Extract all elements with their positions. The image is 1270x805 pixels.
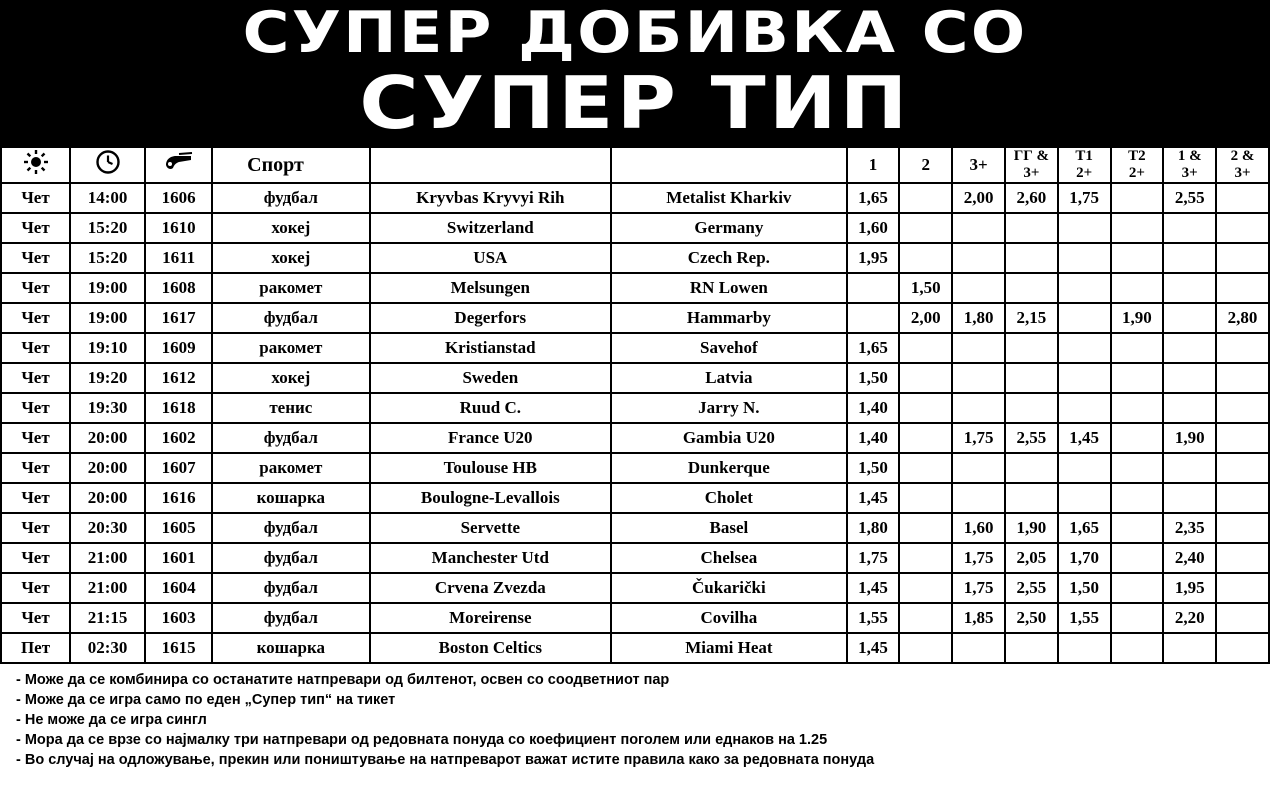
cell-day: Чет [1,213,70,243]
cell-away-team: Gambia U20 [611,423,847,453]
cell-away-team: Metalist Kharkiv [611,183,847,213]
cell-home-team: USA [370,243,612,273]
cell-day: Чет [1,603,70,633]
cell-odd-1[interactable]: 1,80 [847,513,900,543]
cell-odd-1[interactable]: 1,95 [847,243,900,273]
cell-odd-t2[interactable]: 1,90 [1111,303,1164,333]
cell-away-team: Čukarički [611,573,847,603]
cell-odd-t1[interactable]: 1,55 [1058,603,1111,633]
cell-odd-gg-3plus[interactable]: 2,05 [1005,543,1058,573]
cell-odd-2[interactable] [899,483,952,513]
table-body [1,183,1269,663]
cell-odd-1-3plus[interactable] [1163,453,1216,483]
cell-odd-3plus[interactable] [952,393,1005,423]
table-row [1,213,1269,243]
banner-title-line2: СУПЕР ТИП [359,61,911,145]
cell-odd-2[interactable] [899,453,952,483]
cell-away-team: Hammarby [611,303,847,333]
cell-odd-t1[interactable] [1058,363,1111,393]
cell-odd-1[interactable] [847,303,900,333]
column-header-t1-2plus [1058,147,1111,183]
cell-odd-gg-3plus[interactable]: 2,50 [1005,603,1058,633]
cell-odd-t2[interactable] [1111,393,1164,423]
cell-odd-2[interactable] [899,633,952,663]
cell-odd-3plus[interactable] [952,633,1005,663]
cell-away-team: Miami Heat [611,633,847,663]
cell-odd-2[interactable] [899,333,952,363]
whistle-icon [145,147,212,183]
cell-odd-2[interactable] [899,183,952,213]
column-header-gg-3plus [1005,147,1058,183]
cell-odd-2-3plus[interactable] [1216,513,1269,543]
cell-code: 1609 [145,333,212,363]
cell-odd-gg-3plus[interactable]: 2,15 [1005,303,1058,333]
cell-odd-3plus[interactable]: 2,00 [952,183,1005,213]
cell-time: 21:15 [70,603,145,633]
cell-time: 20:00 [70,423,145,453]
cell-odd-2[interactable]: 2,00 [899,303,952,333]
cell-odd-t2[interactable] [1111,483,1164,513]
cell-odd-2[interactable] [899,213,952,243]
cell-odd-1-3plus[interactable] [1163,633,1216,663]
cell-odd-t2[interactable] [1111,603,1164,633]
table-row [1,423,1269,453]
cell-odd-gg-3plus[interactable] [1005,633,1058,663]
cell-odd-2-3plus[interactable] [1216,363,1269,393]
cell-odd-2-3plus[interactable] [1216,603,1269,633]
cell-day: Пет [1,633,70,663]
cell-home-team: Switzerland [370,213,612,243]
table-row [1,633,1269,663]
cell-odd-2[interactable] [899,243,952,273]
table-row [1,483,1269,513]
cell-away-team: Latvia [611,363,847,393]
cell-odd-2-3plus[interactable] [1216,213,1269,243]
cell-odd-3plus[interactable] [952,273,1005,303]
cell-home-team: Manchester Utd [370,543,612,573]
cell-odd-t2[interactable] [1111,573,1164,603]
rule-note: - Мора да се врзе со најмалку три натпревари од редовната понуда со коефициент поголем или еднаков на 1.25 [16,732,828,748]
cell-sport: фудбал [212,543,369,573]
cell-odd-1[interactable]: 1,65 [847,333,900,363]
cell-odd-2[interactable] [899,423,952,453]
table-row [1,543,1269,573]
cell-day: Чет [1,363,70,393]
cell-odd-gg-3plus[interactable]: 2,55 [1005,423,1058,453]
cell-odd-1[interactable]: 1,40 [847,423,900,453]
cell-odd-1-3plus[interactable] [1163,393,1216,423]
table-row [1,453,1269,483]
cell-odd-gg-3plus[interactable]: 2,55 [1005,573,1058,603]
cell-code: 1602 [145,423,212,453]
cell-odd-t1[interactable]: 1,65 [1058,513,1111,543]
table-row [1,363,1269,393]
cell-odd-t2[interactable] [1111,423,1164,453]
column-header-gg-3plus-line2: 3+ [1023,165,1040,181]
cell-odd-1[interactable]: 1,50 [847,453,900,483]
table-row [1,243,1269,273]
cell-code: 1601 [145,543,212,573]
cell-odd-3plus[interactable] [952,333,1005,363]
cell-code: 1608 [145,273,212,303]
cell-odd-gg-3plus[interactable] [1005,453,1058,483]
whistle-icon-svg [162,151,196,173]
cell-code: 1618 [145,393,212,423]
cell-odd-3plus[interactable]: 1,60 [952,513,1005,543]
cell-sport: хокеј [212,363,369,393]
cell-day: Чет [1,483,70,513]
cell-odd-gg-3plus[interactable] [1005,483,1058,513]
cell-odd-1-3plus[interactable] [1163,333,1216,363]
cell-day: Чет [1,513,70,543]
column-header-2-3plus [1216,147,1269,183]
cell-odd-1-3plus[interactable] [1163,483,1216,513]
cell-odd-t1[interactable] [1058,453,1111,483]
cell-day: Чет [1,243,70,273]
column-header-1: 1 [847,147,900,183]
cell-odd-1[interactable]: 1,45 [847,573,900,603]
cell-sport: фудбал [212,603,369,633]
cell-odd-1[interactable]: 1,45 [847,633,900,663]
cell-sport: хокеј [212,213,369,243]
sun-icon-svg [23,149,49,175]
cell-odd-1[interactable]: 1,45 [847,483,900,513]
cell-odd-1[interactable]: 1,55 [847,603,900,633]
cell-day: Чет [1,573,70,603]
cell-odd-t1[interactable] [1058,303,1111,333]
cell-odd-1[interactable]: 1,50 [847,363,900,393]
cell-odd-1-3plus[interactable] [1163,213,1216,243]
cell-sport: фудбал [212,183,369,213]
cell-time: 19:10 [70,333,145,363]
column-header-2-3plus-line2: 3+ [1234,165,1251,181]
cell-odd-1[interactable]: 1,40 [847,393,900,423]
cell-time: 21:00 [70,543,145,573]
column-header-2-3plus-line1: 2 & [1230,148,1255,164]
cell-odd-t1[interactable] [1058,483,1111,513]
cell-odd-3plus[interactable] [952,243,1005,273]
table-row [1,573,1269,603]
cell-sport: кошарка [212,633,369,663]
cell-sport: фудбал [212,303,369,333]
cell-home-team: Melsungen [370,273,612,303]
cell-odd-1-3plus[interactable]: 2,35 [1163,513,1216,543]
cell-odd-gg-3plus[interactable]: 1,90 [1005,513,1058,543]
cell-home-team: Degerfors [370,303,612,333]
cell-odd-gg-3plus[interactable] [1005,393,1058,423]
column-header-home [370,147,612,183]
cell-away-team: Czech Rep. [611,243,847,273]
cell-code: 1615 [145,633,212,663]
cell-odd-1-3plus[interactable] [1163,363,1216,393]
table-row [1,513,1269,543]
cell-odd-2-3plus[interactable] [1216,393,1269,423]
cell-away-team: Savehof [611,333,847,363]
cell-odd-1[interactable]: 1,75 [847,543,900,573]
cell-sport: фудбал [212,423,369,453]
cell-code: 1617 [145,303,212,333]
cell-odd-t2[interactable] [1111,363,1164,393]
cell-code: 1612 [145,363,212,393]
cell-home-team: Moreirense [370,603,612,633]
cell-odd-t2[interactable] [1111,543,1164,573]
cell-odd-t1[interactable] [1058,393,1111,423]
cell-code: 1611 [145,243,212,273]
banner-title-line1: СУПЕР ДОБИВКА СО [242,0,1028,66]
cell-away-team: Cholet [611,483,847,513]
cell-odd-3plus[interactable]: 1,80 [952,303,1005,333]
cell-odd-2-3plus[interactable] [1216,243,1269,273]
cell-odd-gg-3plus[interactable] [1005,213,1058,243]
cell-odd-gg-3plus[interactable]: 2,60 [1005,183,1058,213]
cell-odd-3plus[interactable] [952,213,1005,243]
cell-odd-1-3plus[interactable] [1163,243,1216,273]
cell-home-team: Servette [370,513,612,543]
table-row [1,303,1269,333]
cell-sport: кошарка [212,483,369,513]
column-header-t2-line2: 2+ [1128,165,1145,181]
cell-home-team: France U20 [370,423,612,453]
cell-time: 20:00 [70,453,145,483]
cell-time: 19:20 [70,363,145,393]
cell-odd-t1[interactable] [1058,243,1111,273]
cell-home-team: Ruud C. [370,393,612,423]
cell-code: 1607 [145,453,212,483]
cell-odd-t1[interactable] [1058,213,1111,243]
cell-odd-2[interactable] [899,573,952,603]
cell-odd-2-3plus[interactable] [1216,573,1269,603]
cell-day: Чет [1,333,70,363]
offer-table [0,146,1270,664]
cell-odd-2-3plus[interactable] [1216,483,1269,513]
cell-odd-t1[interactable]: 1,50 [1058,573,1111,603]
header-banner [0,0,1270,146]
cell-day: Чет [1,273,70,303]
cell-odd-3plus[interactable]: 1,75 [952,573,1005,603]
column-header-3plus: 3+ [952,147,1005,183]
cell-sport: хокеј [212,243,369,273]
cell-code: 1616 [145,483,212,513]
cell-odd-t2[interactable] [1111,333,1164,363]
cell-odd-t1[interactable] [1058,633,1111,663]
cell-odd-1-3plus[interactable]: 2,20 [1163,603,1216,633]
cell-time: 20:30 [70,513,145,543]
cell-home-team: Boston Celtics [370,633,612,663]
cell-odd-1[interactable] [847,273,900,303]
cell-away-team: Basel [611,513,847,543]
cell-sport: фудбал [212,573,369,603]
cell-odd-t2[interactable] [1111,513,1164,543]
cell-day: Чет [1,393,70,423]
cell-odd-t2[interactable] [1111,213,1164,243]
cell-time: 02:30 [70,633,145,663]
cell-away-team: Chelsea [611,543,847,573]
cell-odd-3plus[interactable] [952,363,1005,393]
column-header-t1-line1: Т1 [1075,148,1093,164]
cell-code: 1605 [145,513,212,543]
column-header-t2-line1: Т2 [1128,148,1146,164]
cell-odd-t1[interactable]: 1,70 [1058,543,1111,573]
cell-away-team: Jarry N. [611,393,847,423]
cell-odd-t1[interactable] [1058,273,1111,303]
cell-odd-2[interactable] [899,603,952,633]
cell-odd-gg-3plus[interactable] [1005,243,1058,273]
cell-odd-gg-3plus[interactable] [1005,363,1058,393]
table-row [1,393,1269,423]
clock-icon-svg [95,149,121,175]
cell-odd-2-3plus[interactable]: 2,80 [1216,303,1269,333]
cell-sport: фудбал [212,513,369,543]
cell-odd-t1[interactable] [1058,333,1111,363]
cell-day: Чет [1,183,70,213]
cell-odd-3plus[interactable]: 1,75 [952,423,1005,453]
cell-home-team: Kristianstad [370,333,612,363]
column-header-1-3plus-line1: 1 & [1177,148,1202,164]
table-row [1,183,1269,213]
cell-home-team: Toulouse HB [370,453,612,483]
table-row [1,333,1269,363]
cell-sport: ракомет [212,273,369,303]
cell-code: 1606 [145,183,212,213]
cell-time: 15:20 [70,213,145,243]
table-row [1,273,1269,303]
cell-time: 20:00 [70,483,145,513]
cell-odd-2-3plus[interactable] [1216,183,1269,213]
column-header-2: 2 [899,147,952,183]
cell-sport: ракомет [212,453,369,483]
cell-odd-2-3plus[interactable] [1216,633,1269,663]
cell-odd-2[interactable] [899,513,952,543]
cell-odd-t2[interactable] [1111,183,1164,213]
cell-odd-2-3plus[interactable] [1216,333,1269,363]
cell-odd-3plus[interactable] [952,483,1005,513]
cell-odd-t2[interactable] [1111,633,1164,663]
cell-odd-2[interactable] [899,543,952,573]
cell-odd-2[interactable]: 1,50 [899,273,952,303]
column-header-gg-3plus-line1: ГГ & [1013,148,1050,164]
sun-icon [1,147,70,183]
column-header-t1-line2: 2+ [1076,165,1093,181]
cell-odd-2-3plus[interactable] [1216,453,1269,483]
cell-home-team: Kryvbas Kryvyi Rih [370,183,612,213]
cell-day: Чет [1,453,70,483]
cell-time: 19:00 [70,273,145,303]
cell-code: 1610 [145,213,212,243]
cell-time: 19:30 [70,393,145,423]
cell-odd-1[interactable]: 1,60 [847,213,900,243]
cell-odd-2-3plus[interactable] [1216,273,1269,303]
cell-time: 21:00 [70,573,145,603]
cell-odd-2-3plus[interactable] [1216,543,1269,573]
column-header-1-3plus-line2: 3+ [1181,165,1198,181]
column-header-sport: Спорт [212,147,369,183]
cell-time: 19:00 [70,303,145,333]
cell-day: Чет [1,543,70,573]
cell-away-team: Dunkerque [611,453,847,483]
cell-odd-1-3plus[interactable] [1163,303,1216,333]
cell-odd-t1[interactable]: 1,45 [1058,423,1111,453]
cell-odd-3plus[interactable] [952,453,1005,483]
column-header-away [611,147,847,183]
cell-away-team: RN Lowen [611,273,847,303]
cell-odd-3plus[interactable]: 1,85 [952,603,1005,633]
cell-home-team: Sweden [370,363,612,393]
clock-icon [70,147,145,183]
cell-odd-2-3plus[interactable] [1216,423,1269,453]
cell-code: 1603 [145,603,212,633]
cell-time: 15:20 [70,243,145,273]
cell-odd-t2[interactable] [1111,453,1164,483]
rule-note: - Може да се игра само по еден „Супер тип“ на тикет [16,692,396,708]
cell-home-team: Crvena Zvezda [370,573,612,603]
cell-odd-t2[interactable] [1111,273,1164,303]
cell-sport: тенис [212,393,369,423]
cell-odd-t1[interactable]: 1,75 [1058,183,1111,213]
rules-notes [0,664,1270,770]
cell-time: 14:00 [70,183,145,213]
cell-odd-1-3plus[interactable]: 1,90 [1163,423,1216,453]
cell-code: 1604 [145,573,212,603]
rule-note: - Не може да се игра сингл [16,712,207,728]
table-row [1,603,1269,633]
cell-home-team: Boulogne-Levallois [370,483,612,513]
cell-odd-2[interactable] [899,363,952,393]
cell-odd-1-3plus[interactable] [1163,273,1216,303]
cell-odd-gg-3plus[interactable] [1005,273,1058,303]
cell-away-team: Germany [611,213,847,243]
cell-odd-1-3plus[interactable]: 2,55 [1163,183,1216,213]
cell-odd-1-3plus[interactable]: 1,95 [1163,573,1216,603]
cell-sport: ракомет [212,333,369,363]
cell-day: Чет [1,303,70,333]
cell-odd-3plus[interactable]: 1,75 [952,543,1005,573]
rule-note: - Може да се комбинира со останатите натпревари од билтенот, освен со соодветниот пар [16,672,670,688]
cell-odd-1-3plus[interactable]: 2,40 [1163,543,1216,573]
rule-note: - Во случај на одложување, прекин или поништување на натпреварот важат истите правила како за редовната понуда [16,752,875,768]
cell-odd-1[interactable]: 1,65 [847,183,900,213]
column-header-1-3plus [1163,147,1216,183]
cell-odd-gg-3plus[interactable] [1005,333,1058,363]
cell-odd-t2[interactable] [1111,243,1164,273]
table-header [1,147,1269,183]
column-header-t2-2plus [1111,147,1164,183]
cell-odd-2[interactable] [899,393,952,423]
cell-away-team: Covilha [611,603,847,633]
cell-day: Чет [1,423,70,453]
